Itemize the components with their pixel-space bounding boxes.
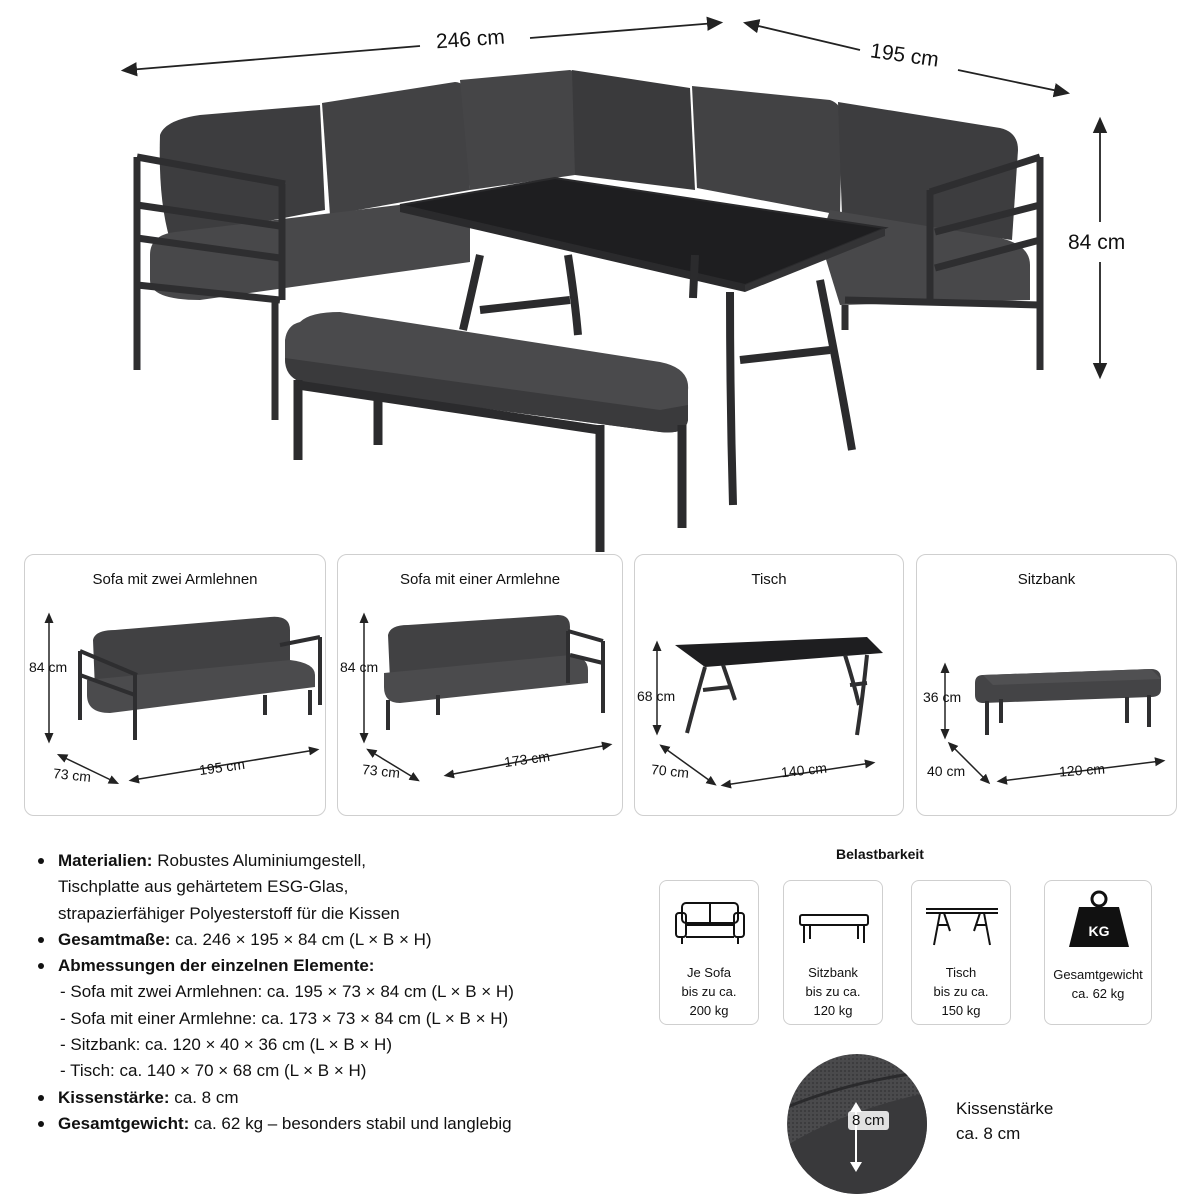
- spec-materials: [36, 848, 636, 927]
- load-card-table: [911, 880, 1011, 1025]
- load-line: Je Sofa: [686, 965, 732, 980]
- sofa-icon: [660, 881, 760, 961]
- load-line: bis zu ca.: [933, 984, 989, 999]
- height-label: 84 cm: [29, 659, 68, 675]
- load-card-sofa: [659, 880, 759, 1025]
- load-text: [1045, 965, 1151, 1003]
- cushion-thickness-inner-label: 8 cm: [848, 1111, 889, 1130]
- load-capacity-title: Belastbarkeit: [836, 846, 924, 862]
- depth-label: 40 cm: [927, 763, 966, 779]
- spec-value: Tischplatte aus gehärtetem ESG-Glas,: [58, 877, 349, 897]
- spec-value: ca. 8 cm: [169, 1087, 239, 1107]
- load-text: [912, 963, 1010, 1020]
- spec-value: ca. 246 × 195 × 84 cm (L × B × H): [170, 929, 432, 949]
- spec-sub-item: - Sofa mit einer Armlehne: ca. 173 × 73 × 84 cm (L × B × H): [60, 1008, 509, 1028]
- total-depth-label: 195 cm: [868, 39, 941, 72]
- spec-sub-item: - Sitzbank: ca. 120 × 40 × 36 cm (L × B × H): [60, 1035, 392, 1055]
- spec-label: Gesamtmaße:: [58, 929, 171, 949]
- height-label: 68 cm: [637, 688, 676, 704]
- spec-sub-item: - Sofa mit zwei Armlehnen: ca. 195 × 73 × 84 cm (L × B × H): [60, 982, 514, 1002]
- total-height-label: 84 cm: [1068, 231, 1126, 254]
- load-line: 120 kg: [813, 1003, 853, 1018]
- back-cushion: [692, 86, 842, 215]
- depth-label: 73 cm: [361, 761, 401, 781]
- back-cushion: [460, 70, 578, 190]
- load-card-total-weight: [1044, 880, 1152, 1025]
- garden-lounge-set-illustration: [0, 0, 1200, 555]
- load-line: 200 kg: [689, 1003, 729, 1018]
- depth-arrow-right: [958, 70, 1063, 92]
- spec-cushion: [36, 1085, 636, 1111]
- card-table: [634, 554, 904, 816]
- load-line: Tisch: [945, 965, 977, 980]
- load-text: [784, 963, 882, 1020]
- card-title: Tisch: [751, 571, 787, 588]
- card-title: Sofa mit zwei Armlehnen: [92, 571, 258, 588]
- spec-element-dimensions: [36, 953, 636, 979]
- spec-label: Materialien:: [58, 851, 153, 870]
- load-line: Gesamtgewicht: [1053, 967, 1143, 982]
- bench-icon: [784, 881, 884, 961]
- spec-label: Kissenstärke:: [58, 1087, 170, 1107]
- card-sofa-two-armrests: [24, 554, 326, 816]
- cushion-label-line: Kissenstärke: [956, 1099, 1054, 1118]
- load-line: bis zu ca.: [681, 984, 737, 999]
- width-label: 173 cm: [503, 747, 551, 771]
- weight-badge: KG: [1088, 923, 1110, 939]
- spec-label: Abmessungen der einzelnen Elemente:: [58, 956, 375, 976]
- card-sofa-one-armrest: [337, 554, 623, 816]
- card-title: Sitzbank: [1017, 571, 1076, 588]
- total-width-label: 246 cm: [435, 25, 506, 54]
- load-card-bench: [783, 880, 883, 1025]
- width-label: 120 cm: [1058, 760, 1106, 780]
- depth-arrow-left: [750, 24, 860, 50]
- depth-label: 73 cm: [52, 765, 92, 785]
- spec-value: ca. 62 kg – besonders stabil und langlebig: [189, 1113, 512, 1133]
- width-label: 140 cm: [780, 759, 828, 781]
- width-label: 195 cm: [198, 755, 246, 779]
- spec-list: [36, 848, 636, 1137]
- spec-sub-item: - Tisch: ca. 140 × 70 × 68 cm (L × B × H): [60, 1061, 367, 1081]
- height-label: 84 cm: [340, 659, 379, 675]
- cushion-label-line: ca. 8 cm: [956, 1124, 1021, 1143]
- height-label: 36 cm: [923, 689, 962, 705]
- spec-value: strapazierfähiger Polyesterstoff für die Kissen: [58, 903, 400, 923]
- spec-total-dimensions: [36, 927, 636, 953]
- cushion-thickness-label: [956, 1096, 1053, 1146]
- spec-value: Robustes Aluminiumgestell,: [152, 851, 367, 870]
- load-line: ca. 62 kg: [1071, 986, 1125, 1001]
- spec-weight: [36, 1111, 636, 1137]
- weight-icon: [1045, 881, 1153, 961]
- load-line: bis zu ca.: [805, 984, 861, 999]
- load-line: 150 kg: [941, 1003, 981, 1018]
- load-line: Sitzbank: [808, 965, 858, 980]
- card-bench: [916, 554, 1177, 816]
- depth-label: 70 cm: [650, 761, 690, 781]
- table-icon: [912, 881, 1012, 961]
- hero-illustration: [0, 0, 1200, 555]
- spec-label: Gesamtgewicht:: [58, 1113, 190, 1133]
- back-cushion: [322, 82, 470, 215]
- load-text: [660, 963, 758, 1020]
- back-cushion: [572, 70, 695, 190]
- width-arrow-right: [530, 23, 716, 38]
- card-title: Sofa mit einer Armlehne: [399, 571, 561, 588]
- width-arrow-left: [128, 46, 420, 70]
